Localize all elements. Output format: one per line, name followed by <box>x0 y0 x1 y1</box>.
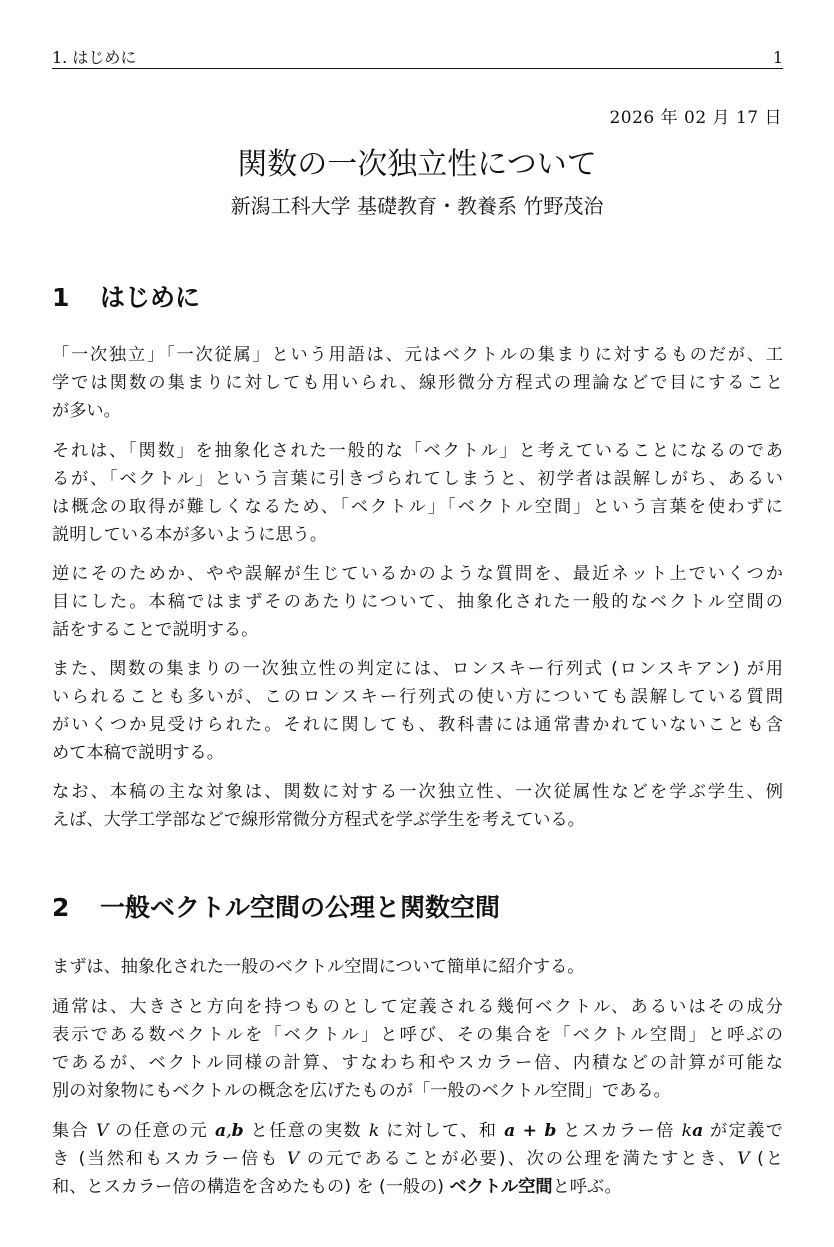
text-line: が多い。 <box>52 401 121 421</box>
math-V3: V <box>737 1149 750 1169</box>
math-sum: a + b <box>504 1121 557 1141</box>
text-line: また、関数の集まりの一次独立性の判定には、ロンスキー行列式 (ロンスキアン) が用 <box>52 659 783 679</box>
text-line: 和、とスカラー倍の構造を含めたもの) を (一般の) ベクトル空間と呼ぶ。 <box>52 1177 622 1197</box>
document-title: 関数の一次独立性について <box>237 147 597 182</box>
running-header <box>52 48 783 69</box>
text-line: 逆にそのためか、やや誤解が生じているかのような質問を、最近ネット上でいくつか <box>52 564 783 584</box>
text-line: き (当然和もスカラー倍も V の元であることが必要)、次の公理を満たすとき、V (と <box>52 1149 784 1169</box>
math-V: V <box>96 1121 109 1141</box>
math-b: b <box>231 1121 244 1141</box>
section-title: 一般ベクトル空間の公理と関数空間 <box>100 893 501 922</box>
text-line: 「一次独立」「一次従属」という用語は、元はベクトルの集まりに対するものだが、工 <box>52 345 783 365</box>
section-heading-1 <box>52 281 200 315</box>
header-section: 1. はじめに <box>52 48 137 67</box>
math-k2: k <box>681 1121 693 1141</box>
math-V2: V <box>286 1149 300 1169</box>
paragraph-4 <box>52 655 783 767</box>
text-line: 目にした。本稿ではまずそのあたりについて、抽象化された一般的なベクトル空間の <box>52 592 783 612</box>
text-line: がいくつか見受けられた。それに関しても、教科書には通常書かれていないことも含 <box>52 715 783 735</box>
text-line: であるが、ベクトル同様の計算、すなわち和やスカラー倍、内積などの計算が可能な <box>52 1053 783 1073</box>
paragraph-1 <box>52 341 783 425</box>
paragraph-5 <box>52 778 783 834</box>
text-line: 表示である数ベクトルを「ベクトル」と呼び、その集合を「ベクトル空間」と呼ぶの <box>52 1025 783 1045</box>
section-title: はじめに <box>100 283 201 312</box>
text-line: 話をすることで説明する。 <box>52 620 259 640</box>
document-author: 新潟工科大学 基礎教育・教養系 竹野茂治 <box>230 194 604 218</box>
text-line: 別の対象物にもベクトルの概念を広げたものが「一般のベクトル空間」である。 <box>52 1081 671 1101</box>
paragraph-7 <box>52 993 783 1105</box>
paragraph-2 <box>52 437 783 549</box>
text-line: 学では関数の集まりに対しても用いられ、線形微分方程式の理論などで目にすること <box>52 373 783 393</box>
paragraph-8 <box>52 1117 783 1201</box>
text-line: いられることも多いが、このロンスキー行列式の使い方についても誤解している質問 <box>52 687 783 707</box>
section-number: 2 <box>52 893 70 922</box>
text-line: めて本稿で説明する。 <box>52 743 224 763</box>
paragraph-6 <box>52 953 783 981</box>
math-a2: a <box>692 1121 704 1141</box>
math-a: a <box>215 1121 227 1141</box>
text-line: るが、「ベクトル」という言葉に引きづられてしまうと、初学者は誤解しがち、あるい <box>52 469 783 489</box>
section-number: 1 <box>52 283 70 312</box>
text-line: それは、「関数」を抽象化された一般的な「ベクトル」と考えていることになるのであ <box>52 441 783 461</box>
header-page-number: 1 <box>772 48 783 67</box>
math-k: k <box>368 1121 380 1141</box>
section-heading-2 <box>52 891 500 925</box>
term-vector-space: ベクトル空間 <box>449 1177 553 1197</box>
text-line: えば、大学工学部などで線形常微分方程式を学ぶ学生を考えている。 <box>52 810 585 830</box>
text-line: 集合 V の任意の元 a,b と任意の実数 k に対して、和 a + b とスカラー倍 ka が定義で <box>52 1121 783 1141</box>
paragraph-3 <box>52 560 783 644</box>
document-date: 2026 年 02 月 17 日 <box>609 108 782 128</box>
text-line: は概念の取得が難しくなるため、「ベクトル」「ベクトル空間」という言葉を使わずに <box>52 497 783 517</box>
text-line: 説明している本が多いように思う。 <box>52 525 328 545</box>
text-line: 通常は、大きさと方向を持つものとして定義される幾何ベクトル、あるいはその成分 <box>52 997 783 1017</box>
text-line: なお、本稿の主な対象は、関数に対する一次独立性、一次従属性などを学ぶ学生、例 <box>52 782 783 802</box>
text-line: まずは、抽象化された一般のベクトル空間について簡単に紹介する。 <box>52 957 585 977</box>
